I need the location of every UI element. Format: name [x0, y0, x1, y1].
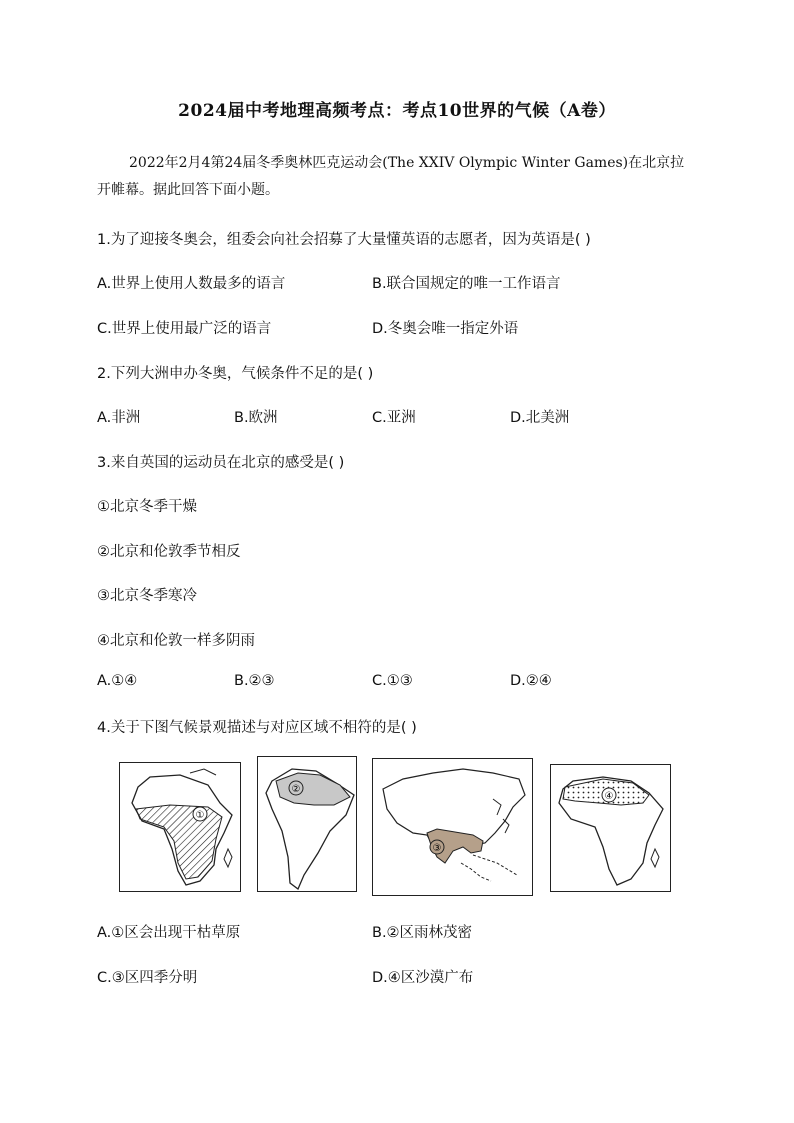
q1-option-a[interactable]: A.世界上使用人数最多的语言: [97, 276, 286, 292]
question-1: 1.为了迎接冬奥会，组委会向社会招募了大量懂英语的志愿者，因为英语是( ): [97, 232, 591, 248]
q2-option-c[interactable]: C.亚洲: [372, 410, 416, 426]
q4-option-c[interactable]: C.③区四季分明: [97, 970, 198, 986]
map-africa-savanna: [119, 762, 241, 892]
q1-option-b[interactable]: B.联合国规定的唯一工作语言: [372, 276, 561, 292]
map-label-4: ④: [604, 791, 614, 802]
climate-maps-figure: [119, 756, 671, 896]
map-south-america-rainforest: [257, 756, 357, 892]
question-4: 4.关于下图气候景观描述与对应区域不相符的是( ): [97, 720, 417, 736]
q2-option-d[interactable]: D.北美洲: [510, 410, 570, 426]
q3-statement-4: ④北京和伦敦一样多阴雨: [97, 633, 255, 649]
q3-option-a[interactable]: A.①④: [97, 673, 138, 689]
intro-paragraph: 2022年2月4第24届冬季奥林匹克运动会(The XXIV Olympic Winter Games)在北京拉开帷幕。据此回答下面小题。: [97, 155, 685, 198]
q3-option-c[interactable]: C.①③: [372, 673, 413, 689]
q4-option-b[interactable]: B.②区雨林茂密: [372, 925, 473, 941]
map-label-1: ①: [195, 810, 205, 821]
q3-statement-2: ②北京和伦敦季节相反: [97, 544, 241, 560]
q1-option-d[interactable]: D.冬奥会唯一指定外语: [372, 321, 519, 337]
q3-statement-3: ③北京冬季寒冷: [97, 588, 197, 604]
map-asia-monsoon: [372, 758, 533, 896]
question-2: 2.下列大洲申办冬奥，气候条件不足的是( ): [97, 366, 374, 382]
map-label-2: ②: [291, 784, 301, 795]
q2-option-a[interactable]: A.非洲: [97, 410, 141, 426]
map-africa-desert: [550, 764, 671, 892]
q4-option-a[interactable]: A.①区会出现干枯草原: [97, 925, 241, 941]
map-label-3: ③: [432, 843, 442, 854]
q3-option-d[interactable]: D.②④: [510, 673, 552, 689]
question-3: 3.来自英国的运动员在北京的感受是( ): [97, 455, 345, 471]
q3-option-b[interactable]: B.②③: [234, 673, 275, 689]
page-title: 2024届中考地理高频考点：考点10世界的气候（A卷）: [178, 101, 616, 121]
q3-statement-1: ①北京冬季干燥: [97, 499, 197, 515]
q4-option-d[interactable]: D.④区沙漠广布: [372, 970, 474, 986]
q2-option-b[interactable]: B.欧洲: [234, 410, 278, 426]
q1-option-c[interactable]: C.世界上使用最广泛的语言: [97, 321, 272, 337]
